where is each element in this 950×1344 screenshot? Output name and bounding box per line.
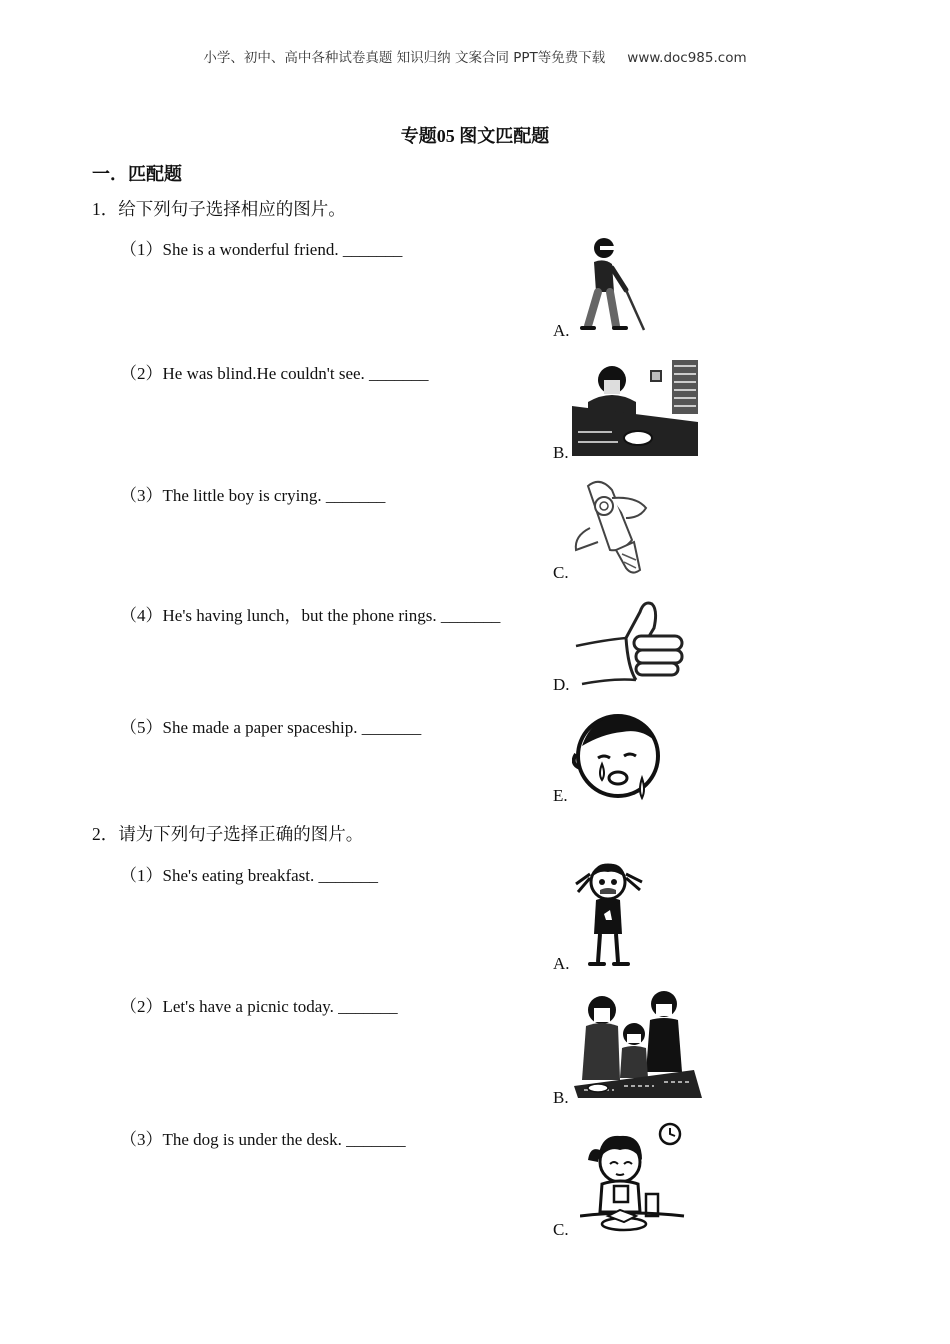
page-title: 专题05 图文匹配题 [400, 126, 550, 146]
girl-eating-breakfast-icon [580, 1120, 690, 1238]
q1-option-e-label: E. [553, 786, 568, 805]
header-site: www.doc985.com [627, 50, 747, 66]
q1-option-b-label: B. [553, 443, 569, 462]
q2-item-1: （1）She's eating breakfast. _______ [120, 866, 379, 885]
q1-option-a-label: A. [553, 321, 570, 340]
question-1-title: 1．给下列句子选择相应的图片。 [92, 199, 346, 219]
q1-option-c-label: C. [553, 563, 569, 582]
q2-item-2: （2）Let's have a picnic today. _______ [120, 997, 398, 1016]
q1-item-5: （5）She made a paper spaceship. _______ [120, 718, 422, 737]
q1-item-3: （3）The little boy is crying. _______ [120, 486, 386, 505]
q1-item-4: （4）He's having lunch，but the phone rings. _______ [120, 606, 501, 625]
family-picnic-icon [574, 990, 702, 1100]
q1-item-1: （1）She is a wonderful friend. _______ [120, 240, 403, 259]
q2-item-3: （3）The dog is under the desk. _______ [120, 1130, 406, 1149]
section-heading: 一．匹配题 [92, 164, 182, 184]
crying-boy-icon [572, 710, 664, 802]
q2-option-c-label: C. [553, 1220, 569, 1239]
q1-option-d-label: D. [553, 675, 570, 694]
q2-option-a-label: A. [553, 954, 570, 973]
thumbs-up-icon [574, 598, 686, 690]
page-header [0, 46, 950, 66]
q1-item-2: （2）He was blind.He couldn't see. _______ [120, 364, 429, 383]
blind-man-with-cane-icon [578, 234, 650, 334]
question-2-title: 2．请为下列句子选择正确的图片。 [92, 824, 364, 844]
header-text: 小学、初中、高中各种试卷真题 知识归纳 文案合同 PPT等免费下载 [203, 50, 606, 66]
q2-option-b-label: B. [553, 1088, 569, 1107]
man-eating-lunch-icon [572, 358, 702, 458]
crying-girl-icon [572, 858, 646, 970]
paper-spaceship-icon [570, 478, 652, 580]
